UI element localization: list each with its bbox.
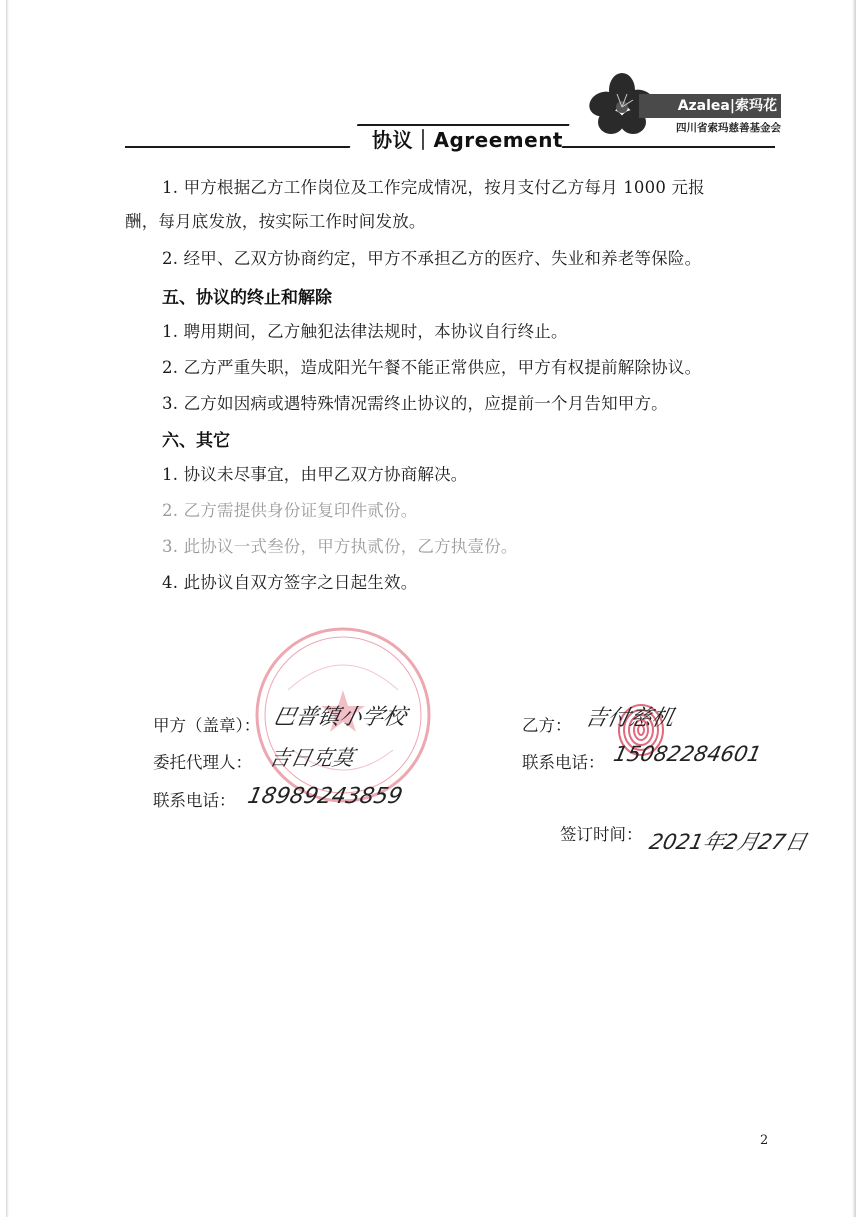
clause-line: 1. 协议未尽事宜，由甲乙双方协商解决。 [162,465,468,484]
clause-line: 2. 经甲、乙双方协商约定，甲方不承担乙方的医疗、失业和养老等保险。 [162,249,702,268]
clause-line: 3. 此协议一式叁份，甲方执贰份，乙方执壹份。 [162,537,518,556]
agent-label: 委托代理人： [153,753,252,772]
page-number: 2 [760,1133,769,1148]
phone-b-label: 联系电话： [522,753,605,772]
phone-a-value: 18989243859 [245,784,405,809]
party-b-label: 乙方： [522,716,572,735]
clause-line: 4. 此协议自双方签字之日起生效。 [162,573,418,592]
page-title: 协议｜Agreement [372,128,563,152]
party-a-signature: 巴普镇小学校 [270,705,409,730]
phone-a-label: 联系电话： [153,791,236,810]
scan-edge [852,0,856,1217]
phone-b-value: 15082284601 [611,742,764,766]
party-b-signature: 吉付慈机 [582,706,677,731]
logo-brand: Azalea|索玛花 [639,94,781,118]
date-value: 2021年2月27日 [647,830,809,854]
clause-line: 3. 乙方如因病或遇特殊情况需终止协议的，应提前一个月告知甲方。 [162,394,668,413]
clause-line: 2. 乙方严重失职，造成阳光午餐不能正常供应，甲方有权提前解除协议。 [162,358,702,377]
clause-line: 酬，每月底发放，按实际工作时间发放。 [125,212,426,231]
clause-line: 1. 甲方根据乙方工作岗位及工作完成情况，按月支付乙方每月 1000 元报 [162,178,705,197]
logo-subtitle: 四川省索玛慈善基金会 [676,122,781,134]
party-a-label: 甲方（盖章）： [153,716,261,735]
scan-edge [6,0,9,1217]
clause-line: 2. 乙方需提供身份证复印件贰份。 [162,501,418,520]
clause-line: 1. 聘用期间，乙方触犯法律法规时，本协议自行终止。 [162,322,568,341]
foundation-logo [585,72,785,138]
date-label: 签订时间： [560,825,643,844]
section-heading: 五、协议的终止和解除 [162,288,332,308]
section-heading: 六、其它 [162,431,230,451]
agent-signature: 吉日克莫 [267,746,357,770]
